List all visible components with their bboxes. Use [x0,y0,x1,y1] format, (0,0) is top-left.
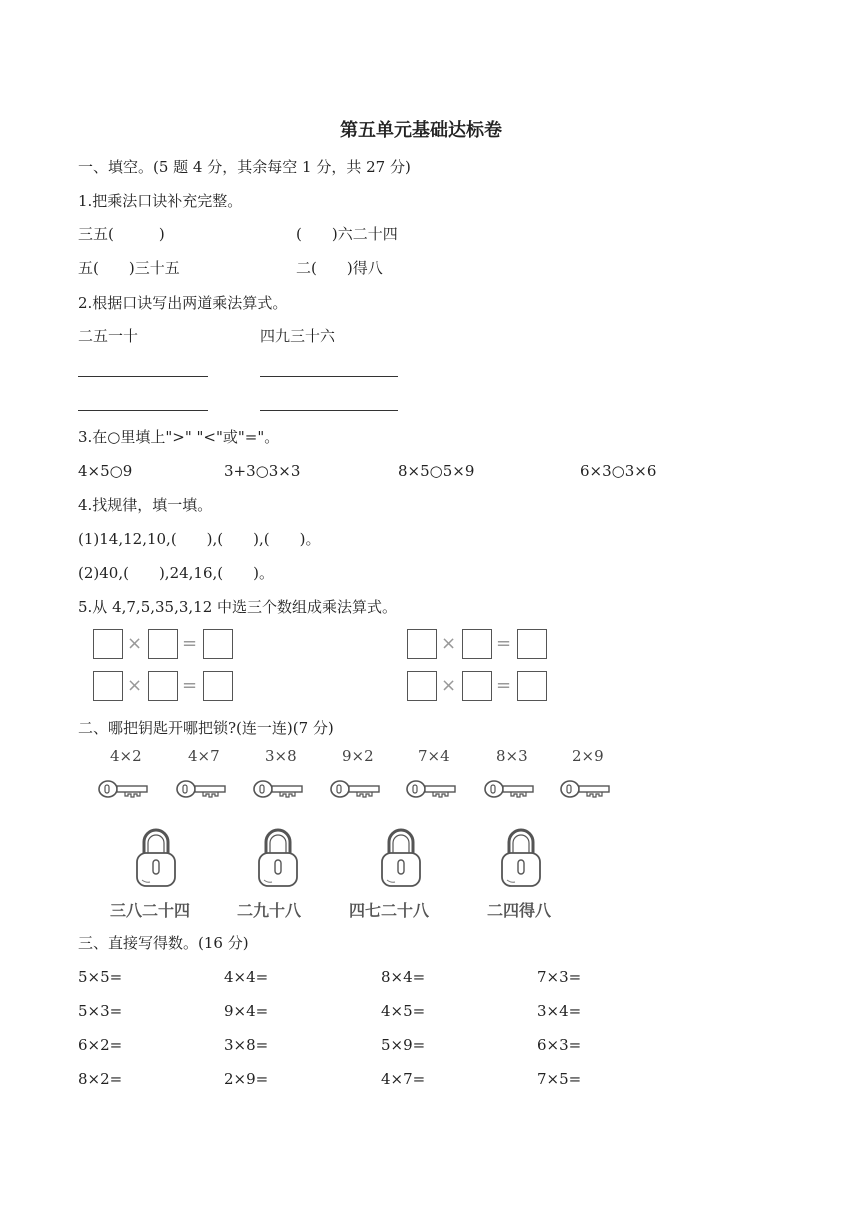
key-icon[interactable] [559,778,611,800]
lock-icon[interactable] [256,828,300,888]
key-icon[interactable] [97,778,149,800]
calc-item: 7×3= [537,968,582,986]
calc-item: 6×2= [78,1036,123,1054]
equals-sign: = [182,633,198,654]
q5-text: 5.从 4,7,5,35,3,12 中选三个数组成乘法算式。 [78,598,398,616]
calc-item: 4×4= [224,968,269,986]
q2-item-1: 二五一十 [78,327,139,345]
calc-item: 7×5= [537,1070,582,1088]
answer-box[interactable] [517,671,547,701]
key-label: 4×7 [188,747,220,765]
key-label: 9×2 [342,747,374,765]
section1-heading: 一、填空。(5 题 4 分，其余每空 1 分，共 27 分) [78,158,411,176]
calc-item: 3×8= [224,1036,269,1054]
equals-sign: = [182,675,198,696]
answer-box[interactable] [148,629,178,659]
calc-item: 5×9= [381,1036,426,1054]
answer-line[interactable] [260,376,398,377]
lock-label: 二四得八 [487,901,552,920]
calc-item: 5×3= [78,1002,123,1020]
answer-box[interactable] [93,629,123,659]
answer-box[interactable] [462,671,492,701]
answer-box[interactable] [407,671,437,701]
calc-item: 8×2= [78,1070,123,1088]
answer-line[interactable] [78,410,208,411]
answer-box[interactable] [203,629,233,659]
lock-label: 二九十八 [237,901,302,920]
key-label: 8×3 [496,747,528,765]
key-label: 2×9 [572,747,604,765]
times-sign: × [127,633,143,654]
answer-box[interactable] [203,671,233,701]
q1-item-2: ( )六二十四 [296,225,398,243]
lock-icon[interactable] [134,828,178,888]
calc-item: 6×3= [537,1036,582,1054]
equals-sign: = [496,675,512,696]
answer-line[interactable] [260,410,398,411]
q3-item-4: 6×3○3×6 [580,462,657,480]
q1-item-4: 二( )得八 [296,259,383,277]
q3-item-3: 8×5○5×9 [398,462,475,480]
answer-box[interactable] [407,629,437,659]
calc-item: 4×5= [381,1002,426,1020]
key-icon[interactable] [483,778,535,800]
key-label: 7×4 [418,747,450,765]
answer-box[interactable] [462,629,492,659]
section2-heading: 二、哪把钥匙开哪把锁?(连一连)(7 分) [78,719,334,737]
page-title: 第五单元基础达标卷 [340,120,502,141]
q4-item-2: (2)40,( ),24,16,( )。 [78,564,274,582]
answer-box[interactable] [517,629,547,659]
key-icon[interactable] [405,778,457,800]
calc-item: 3×4= [537,1002,582,1020]
calc-item: 4×7= [381,1070,426,1088]
q4-text: 4.找规律，填一填。 [78,496,213,514]
times-sign: × [441,675,457,696]
q4-item-1: (1)14,12,10,( ),( ),( )。 [78,530,321,548]
q1-text: 1.把乘法口诀补充完整。 [78,192,243,210]
lock-label: 三八二十四 [110,901,191,920]
key-icon[interactable] [252,778,304,800]
lock-icon[interactable] [379,828,423,888]
key-label: 3×8 [265,747,297,765]
calc-item: 2×9= [224,1070,269,1088]
q3-text: 3.在○里填上">" "<"或"="。 [78,428,280,446]
q1-item-3: 五( )三十五 [78,259,180,277]
answer-box[interactable] [93,671,123,701]
equals-sign: = [496,633,512,654]
lock-label: 四七二十八 [349,901,430,920]
q1-item-1: 三五( ) [78,225,165,243]
q2-text: 2.根据口诀写出两道乘法算式。 [78,294,288,312]
key-label: 4×2 [110,747,142,765]
times-sign: × [441,633,457,654]
q2-item-2: 四九三十六 [260,327,336,345]
times-sign: × [127,675,143,696]
calc-item: 9×4= [224,1002,269,1020]
q3-item-1: 4×5○9 [78,462,133,480]
key-icon[interactable] [329,778,381,800]
answer-line[interactable] [78,376,208,377]
section3-heading: 三、直接写得数。(16 分) [78,934,249,952]
calc-item: 5×5= [78,968,123,986]
answer-box[interactable] [148,671,178,701]
key-icon[interactable] [175,778,227,800]
q3-item-2: 3+3○3×3 [224,462,301,480]
lock-icon[interactable] [499,828,543,888]
calc-item: 8×4= [381,968,426,986]
